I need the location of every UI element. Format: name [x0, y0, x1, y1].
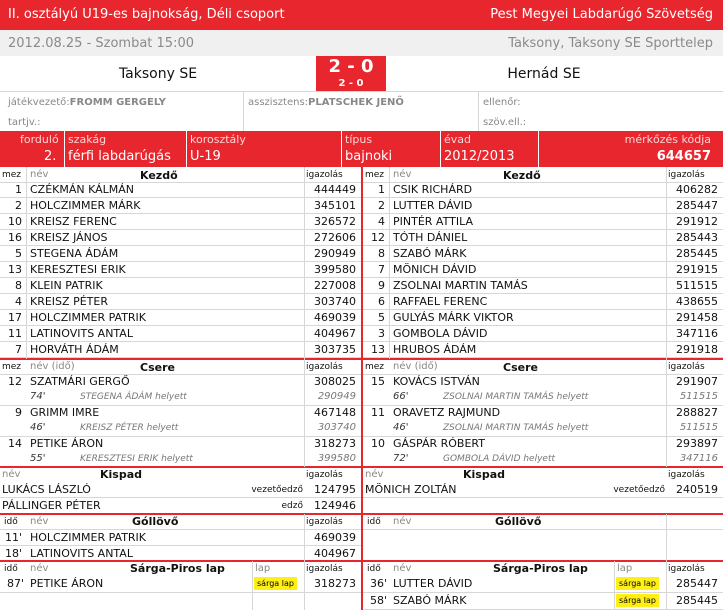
- home-starter-number: 1: [15, 183, 22, 196]
- away-starter-name: ZSOLNAI MARTIN TAMÁS: [393, 279, 528, 292]
- branch-label: szakág: [68, 133, 107, 146]
- home-starters-title: Kezdő: [140, 169, 178, 182]
- away-sub-id-header: igazolás: [668, 362, 705, 372]
- match-venue: Taksony, Taksony SE Sporttelep: [508, 36, 713, 51]
- away-bench-id: 240519: [676, 483, 718, 496]
- home-starter-number: 7: [15, 343, 22, 356]
- away-sub-replaced-id: 511515: [679, 422, 718, 433]
- away-sub-replaced: ZSOLNAI MARTIN TAMÁS helyett: [443, 392, 589, 402]
- type-value: bajnoki: [345, 149, 393, 164]
- away-starter-id: 285447: [676, 199, 718, 212]
- home-starter-name: HORVÁTH ÁDÁM: [30, 343, 119, 356]
- away-card-player: LUTTER DÁVID: [393, 577, 473, 590]
- home-starter-id: 303735: [314, 343, 356, 356]
- home-goal-scorer: LATINOVITS ANTAL: [30, 547, 133, 560]
- away-sub-replaced: GOMBOLA DÁVID helyett: [443, 454, 556, 464]
- away-card-badge: sárga lap: [616, 594, 659, 607]
- away-starter-number: 9: [378, 279, 385, 292]
- away-starter-number: 5: [378, 311, 385, 324]
- away-sub-id: 291907: [676, 375, 718, 388]
- away-goals-topline: [363, 513, 723, 515]
- home-col-sep-mez: [26, 167, 27, 359]
- away-sub-time: 46': [393, 422, 409, 433]
- home-card-name-header: név: [30, 563, 49, 574]
- home-bench-name: LUKÁCS LÁSZLÓ: [2, 483, 91, 496]
- away-starter-name: TÓTH DÁNIEL: [393, 231, 468, 244]
- home-sub-time: 46': [30, 422, 46, 433]
- away-sub-name: GÁSPÁR RÓBERT: [393, 437, 485, 450]
- home-starter-name: KREISZ JÁNOS: [30, 231, 108, 244]
- home-card-player: PETIKE ÁRON: [30, 577, 104, 590]
- away-starter-name: RAFFAEL FERENC: [393, 295, 488, 308]
- home-goal-id-header: igazolás: [306, 517, 343, 527]
- away-card-id: 285447: [676, 577, 718, 590]
- away-sub-time: 66': [393, 391, 409, 402]
- away-starter-name: GULYÁS MÁRK VIKTOR: [393, 311, 514, 324]
- away-starter-id: 285445: [676, 247, 718, 260]
- home-starter-id: 469039: [314, 311, 356, 324]
- away-starter-number: 1: [378, 183, 385, 196]
- away-col-sep-id: [666, 167, 667, 467]
- away-card-type-header: lap: [617, 563, 633, 574]
- home-card-time: 87': [6, 577, 24, 590]
- home-bench-id: 124946: [314, 499, 356, 512]
- age-label: korosztály: [190, 133, 246, 146]
- away-bench-name: MÖNICH ZOLTÁN: [365, 483, 457, 496]
- home-col-sep-id2: [304, 514, 305, 610]
- home-starter-number: 11: [8, 327, 22, 340]
- away-name-header: név: [393, 169, 412, 180]
- home-starter-name: HOLCZIMMER PATRIK: [30, 311, 147, 324]
- away-sub-name: ORAVETZ RAJMUND: [393, 406, 501, 419]
- away-id-header: igazolás: [668, 170, 705, 180]
- assistant-label: asszisztens:PLATSCHEK JENŐ: [248, 97, 404, 108]
- home-sub-id: 308025: [314, 375, 356, 388]
- type-label: típus: [345, 133, 373, 146]
- away-sub-name-header: név (idő): [393, 361, 438, 372]
- home-id-header: igazolás: [306, 170, 343, 180]
- home-card-type-header: lap: [255, 563, 271, 574]
- away-starter-name: SZABÓ MÁRK: [393, 247, 467, 260]
- away-subs-topline: [363, 358, 723, 360]
- away-bench-divider: [363, 497, 723, 498]
- away-starter-name: LUTTER DÁVID: [393, 199, 473, 212]
- home-starter-id: 399580: [314, 263, 356, 276]
- away-sub-replaced: ZSOLNAI MARTIN TAMÁS helyett: [443, 423, 589, 433]
- home-starter-number: 8: [15, 279, 22, 292]
- away-bench-title: Kispad: [463, 468, 506, 481]
- home-starter-name: STEGENA ÁDÁM: [30, 247, 119, 260]
- away-sub-number: 15: [371, 375, 385, 388]
- away-card-id: 285445: [676, 594, 718, 607]
- home-goal-id: 404967: [314, 547, 356, 560]
- home-sub-replaced: KERESZTESI ERIK helyett: [80, 454, 193, 464]
- home-starter-name: KREISZ FERENC: [30, 215, 117, 228]
- match-datetime: 2012.08.25 - Szombat 15:00: [8, 36, 194, 51]
- home-bench-role: vezetőedző: [251, 485, 303, 495]
- home-starter-id: 404967: [314, 327, 356, 340]
- home-bench-name: PÁLLINGER PÉTER: [2, 499, 101, 512]
- home-sub-id-header: igazolás: [306, 362, 343, 372]
- away-goals-underline: [363, 529, 723, 530]
- away-starter-id: 406282: [676, 183, 718, 196]
- away-sub-id: 288827: [676, 406, 718, 419]
- home-sub-replaced-id: 303740: [317, 422, 356, 433]
- away-starter-id: 347116: [676, 327, 718, 340]
- final-score: 2 - 0: [328, 56, 374, 77]
- home-card-id: 318273: [314, 577, 356, 590]
- home-sub-name: GRIMM IMRE: [30, 406, 100, 419]
- home-bench-name-header: név: [2, 469, 21, 480]
- home-goal-id: 469039: [314, 531, 356, 544]
- away-starter-number: 6: [378, 295, 385, 308]
- home-sub-number: 14: [8, 437, 22, 450]
- away-mez-header: mez: [365, 170, 385, 180]
- away-team-name: Hernád SE: [507, 66, 581, 82]
- away-starter-name: GOMBOLA DÁVID: [393, 327, 488, 340]
- inspector-label: ellenőr:: [483, 97, 521, 108]
- home-starter-name: KLEIN PATRIK: [30, 279, 103, 292]
- away-sub-time: 72': [393, 453, 409, 464]
- home-col-sep-lap: [252, 561, 253, 610]
- home-goals-topline: [0, 513, 361, 515]
- away-bench-role: vezetőedző: [613, 485, 665, 495]
- home-card-divider: [0, 592, 361, 593]
- home-name-header: név: [30, 169, 49, 180]
- away-bench-id-header: igazolás: [668, 470, 705, 480]
- away-starter-id: 438655: [676, 295, 718, 308]
- away-goal-name-header: név: [393, 516, 412, 527]
- tartjv-label: tartjv.:: [8, 117, 41, 128]
- home-sub-time: 74': [30, 391, 46, 402]
- halftime-score: 2 - 0: [338, 78, 364, 89]
- away-bench-name-header: név: [365, 469, 384, 480]
- home-subs-title: Csere: [140, 361, 175, 374]
- away-starter-id: 291918: [676, 343, 718, 356]
- away-card-player: SZABÓ MÁRK: [393, 594, 467, 607]
- match-code-value: 644657: [656, 149, 711, 164]
- home-bench-topline: [0, 466, 361, 468]
- away-goal-time-header: idő: [367, 517, 381, 527]
- home-starter-name: CZÉKMÁN KÁLMÁN: [30, 183, 135, 196]
- home-starter-id: 444449: [314, 183, 356, 196]
- home-starter-number: 4: [15, 295, 22, 308]
- away-goals-title: Góllövő: [495, 515, 542, 528]
- away-sub-replaced-id: 511515: [679, 391, 718, 402]
- home-starter-number: 17: [8, 311, 22, 324]
- home-cards-title: Sárga-Piros lap: [130, 562, 225, 575]
- away-starters-title: Kezdő: [503, 169, 541, 182]
- round-value: 2.: [44, 149, 57, 164]
- round-label: forduló: [20, 133, 59, 146]
- home-starter-name: HOLCZIMMER MÁRK: [30, 199, 141, 212]
- away-starter-number: 13: [371, 343, 385, 356]
- away-starter-number: 3: [378, 327, 385, 340]
- home-goal-time: 18': [4, 547, 22, 560]
- home-sub-replaced-id: 399580: [317, 453, 356, 464]
- home-sub-id: 467148: [314, 406, 356, 419]
- home-starter-id: 272606: [314, 231, 356, 244]
- home-starter-number: 13: [8, 263, 22, 276]
- home-starter-number: 16: [8, 231, 22, 244]
- home-starter-name: KREISZ PÉTER: [30, 295, 108, 308]
- home-sub-replaced: STEGENA ÁDÁM helyett: [80, 392, 187, 402]
- away-sub-number: 10: [371, 437, 385, 450]
- home-sub-time: 55': [30, 453, 46, 464]
- season-label: évad: [444, 133, 472, 146]
- away-cards-title: Sárga-Piros lap: [493, 562, 588, 575]
- home-card-time-header: idő: [4, 564, 18, 574]
- branch-value: férfi labdarúgás: [68, 149, 171, 164]
- away-sub-id: 293897: [676, 437, 718, 450]
- away-starter-number: 2: [378, 199, 385, 212]
- away-starter-id: 511515: [676, 279, 718, 292]
- away-sub-name: KOVÁCS ISTVÁN: [393, 375, 480, 388]
- away-col-sep-lap: [614, 561, 615, 610]
- away-card-badge: sárga lap: [616, 577, 659, 590]
- home-sub-name: SZATMÁRI GERGŐ: [30, 375, 130, 388]
- home-subs-topline: [0, 358, 361, 360]
- match-code-label: mérkőzés kódja: [624, 133, 711, 146]
- home-starter-number: 10: [8, 215, 22, 228]
- home-bench-title: Kispad: [100, 468, 143, 481]
- home-starter-number: 5: [15, 247, 22, 260]
- away-subs-title: Csere: [503, 361, 538, 374]
- home-goals-title: Góllövő: [132, 515, 179, 528]
- away-starter-id: 291458: [676, 311, 718, 324]
- home-sub-number: 12: [8, 375, 22, 388]
- away-starter-name: HRUBOS ÁDÁM: [393, 343, 477, 356]
- home-goal-time-header: idő: [4, 517, 18, 527]
- home-sub-replaced-id: 290949: [317, 391, 356, 402]
- away-sub-number: 11: [371, 406, 385, 419]
- home-starter-number: 2: [15, 199, 22, 212]
- home-sub-id: 318273: [314, 437, 356, 450]
- home-sub-number: 9: [15, 406, 22, 419]
- home-card-badge: sárga lap: [254, 577, 297, 590]
- season-value: 2012/2013: [444, 149, 515, 164]
- away-starter-id: 291915: [676, 263, 718, 276]
- away-card-time-header: idő: [367, 564, 381, 574]
- home-team-name: Taksony SE: [118, 66, 198, 82]
- away-bench-topline: [363, 466, 723, 468]
- competition-title: II. osztályú U19-es bajnokság, Déli csoport: [8, 7, 285, 22]
- away-col-sep-mez: [389, 167, 390, 359]
- home-mez-header: mez: [2, 170, 22, 180]
- home-bench-id: 124795: [314, 483, 356, 496]
- away-starter-name: CSIK RICHÁRD: [393, 183, 473, 196]
- home-bench-id-header: igazolás: [306, 470, 343, 480]
- home-starter-id: 290949: [314, 247, 356, 260]
- home-starter-id: 326572: [314, 215, 356, 228]
- home-goal-time: 11': [4, 531, 22, 544]
- away-card-time: 58': [369, 594, 387, 607]
- away-starter-id: 291912: [676, 215, 718, 228]
- home-goal-scorer: HOLCZIMMER PATRIK: [30, 531, 147, 544]
- away-starter-number: 8: [378, 247, 385, 260]
- home-goal-name-header: név: [30, 516, 49, 527]
- away-card-time: 36': [369, 577, 387, 590]
- assistant-name: PLATSCHEK JENŐ: [308, 97, 404, 108]
- away-starter-number: 7: [378, 263, 385, 276]
- referee-name: FROMM GERGELY: [69, 97, 166, 108]
- away-sub-replaced-id: 347116: [679, 453, 718, 464]
- home-starter-id: 345101: [314, 199, 356, 212]
- away-card-name-header: név: [393, 563, 412, 574]
- home-sub-mez-header: mez: [2, 362, 22, 372]
- referee-label: játékvezető:FROMM GERGELY: [8, 97, 166, 108]
- away-col-sep-id2: [666, 514, 667, 610]
- home-col-sep-id: [304, 167, 305, 467]
- home-sub-name-header: név (idő): [30, 361, 75, 372]
- home-starter-name: LATINOVITS ANTAL: [30, 327, 133, 340]
- home-card-id-header: igazolás: [306, 564, 343, 574]
- home-starter-id: 227008: [314, 279, 356, 292]
- away-sub-mez-header: mez: [365, 362, 385, 372]
- home-sub-replaced: KREISZ PÉTER helyett: [80, 423, 179, 433]
- away-card-id-header: igazolás: [668, 564, 705, 574]
- away-starter-number: 12: [371, 231, 385, 244]
- szovell-label: szöv.ell.:: [483, 117, 527, 128]
- away-starter-number: 4: [378, 215, 385, 228]
- federation-name: Pest Megyei Labdarúgó Szövetség: [490, 7, 713, 22]
- home-starter-id: 303740: [314, 295, 356, 308]
- home-bench-role: edző: [281, 501, 303, 511]
- away-starter-id: 285443: [676, 231, 718, 244]
- away-starter-name: MÖNICH DÁVID: [393, 263, 477, 276]
- home-starter-name: KERESZTESI ERIK: [30, 263, 126, 276]
- home-sub-name: PETIKE ÁRON: [30, 437, 104, 450]
- away-starter-name: PINTÉR ATTILA: [393, 215, 473, 228]
- age-value: U-19: [190, 149, 221, 164]
